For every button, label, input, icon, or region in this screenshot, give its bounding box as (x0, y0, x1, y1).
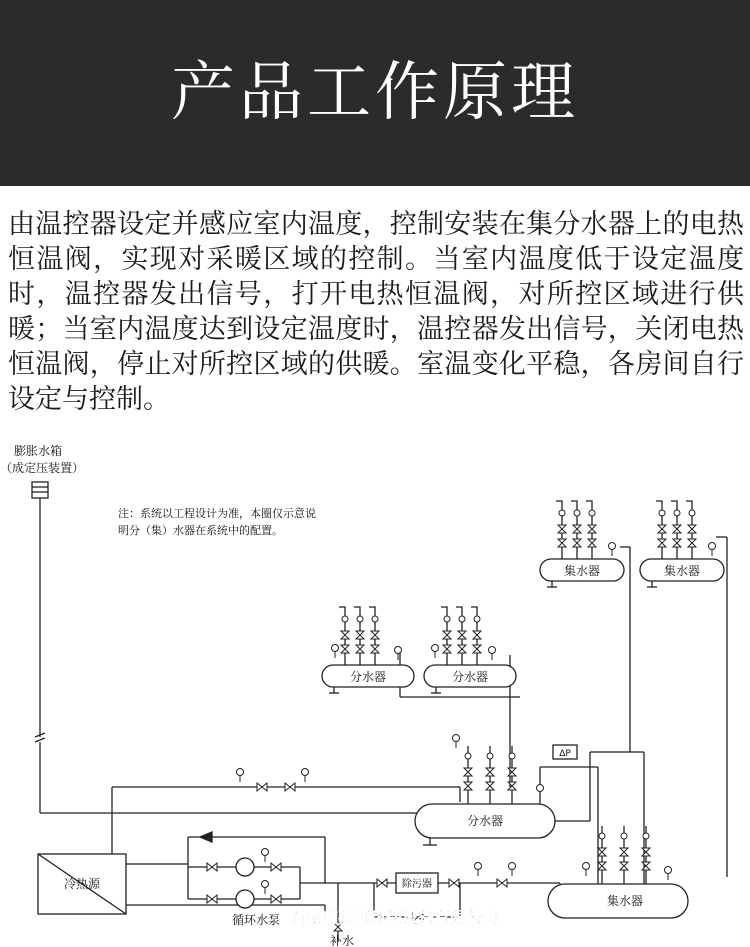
title-banner (0, 0, 750, 186)
company-name: 石家庄盈都环保设备有限公司 (290, 908, 499, 927)
diagram-note-line1: 注：系统以工程设计为准，本圈仅示意说 (118, 507, 316, 520)
collector-label-1: 集水器 (563, 564, 601, 578)
main-collector-label: 集水器 (606, 894, 644, 908)
dirt-separator-label: 除污器 (402, 879, 432, 890)
pump-label: 循环水泵 (232, 913, 281, 927)
delta-p-label: ΔP (559, 749, 571, 759)
manifold-label-2: 分水器 (451, 670, 489, 684)
expansion-tank-note: （成定压装置） (0, 461, 85, 475)
diagram-note-line2: 明分（集）水器在系统中的配置。 (118, 524, 283, 537)
collector-label-2: 集水器 (663, 564, 701, 578)
makeup-water-label: 补水 (330, 934, 355, 947)
working-principle-text: 由温控器设定并感应室内温度，控制安装在集分水器上的电热恒温阀，实现对采暖区域的控制。当室内温度低于设定温度时，温控器发出信号，打开电热恒温阀，对所控区域进行供暖；当室内温度达到设定温度时，温控器发出信号，关闭电热恒温阀，停止对所控区域的供暖。室温变化平稳，各房间自行设定与控制。 (8, 209, 744, 415)
expansion-tank-label: 膨胀水箱 (14, 444, 63, 458)
manifold-label-1: 分水器 (349, 670, 387, 684)
heat-source-label: 冷热源 (63, 877, 101, 891)
main-manifold-label: 分水器 (466, 814, 504, 828)
system-diagram (0, 437, 750, 947)
page-title: 产品工作原理 (171, 56, 579, 130)
